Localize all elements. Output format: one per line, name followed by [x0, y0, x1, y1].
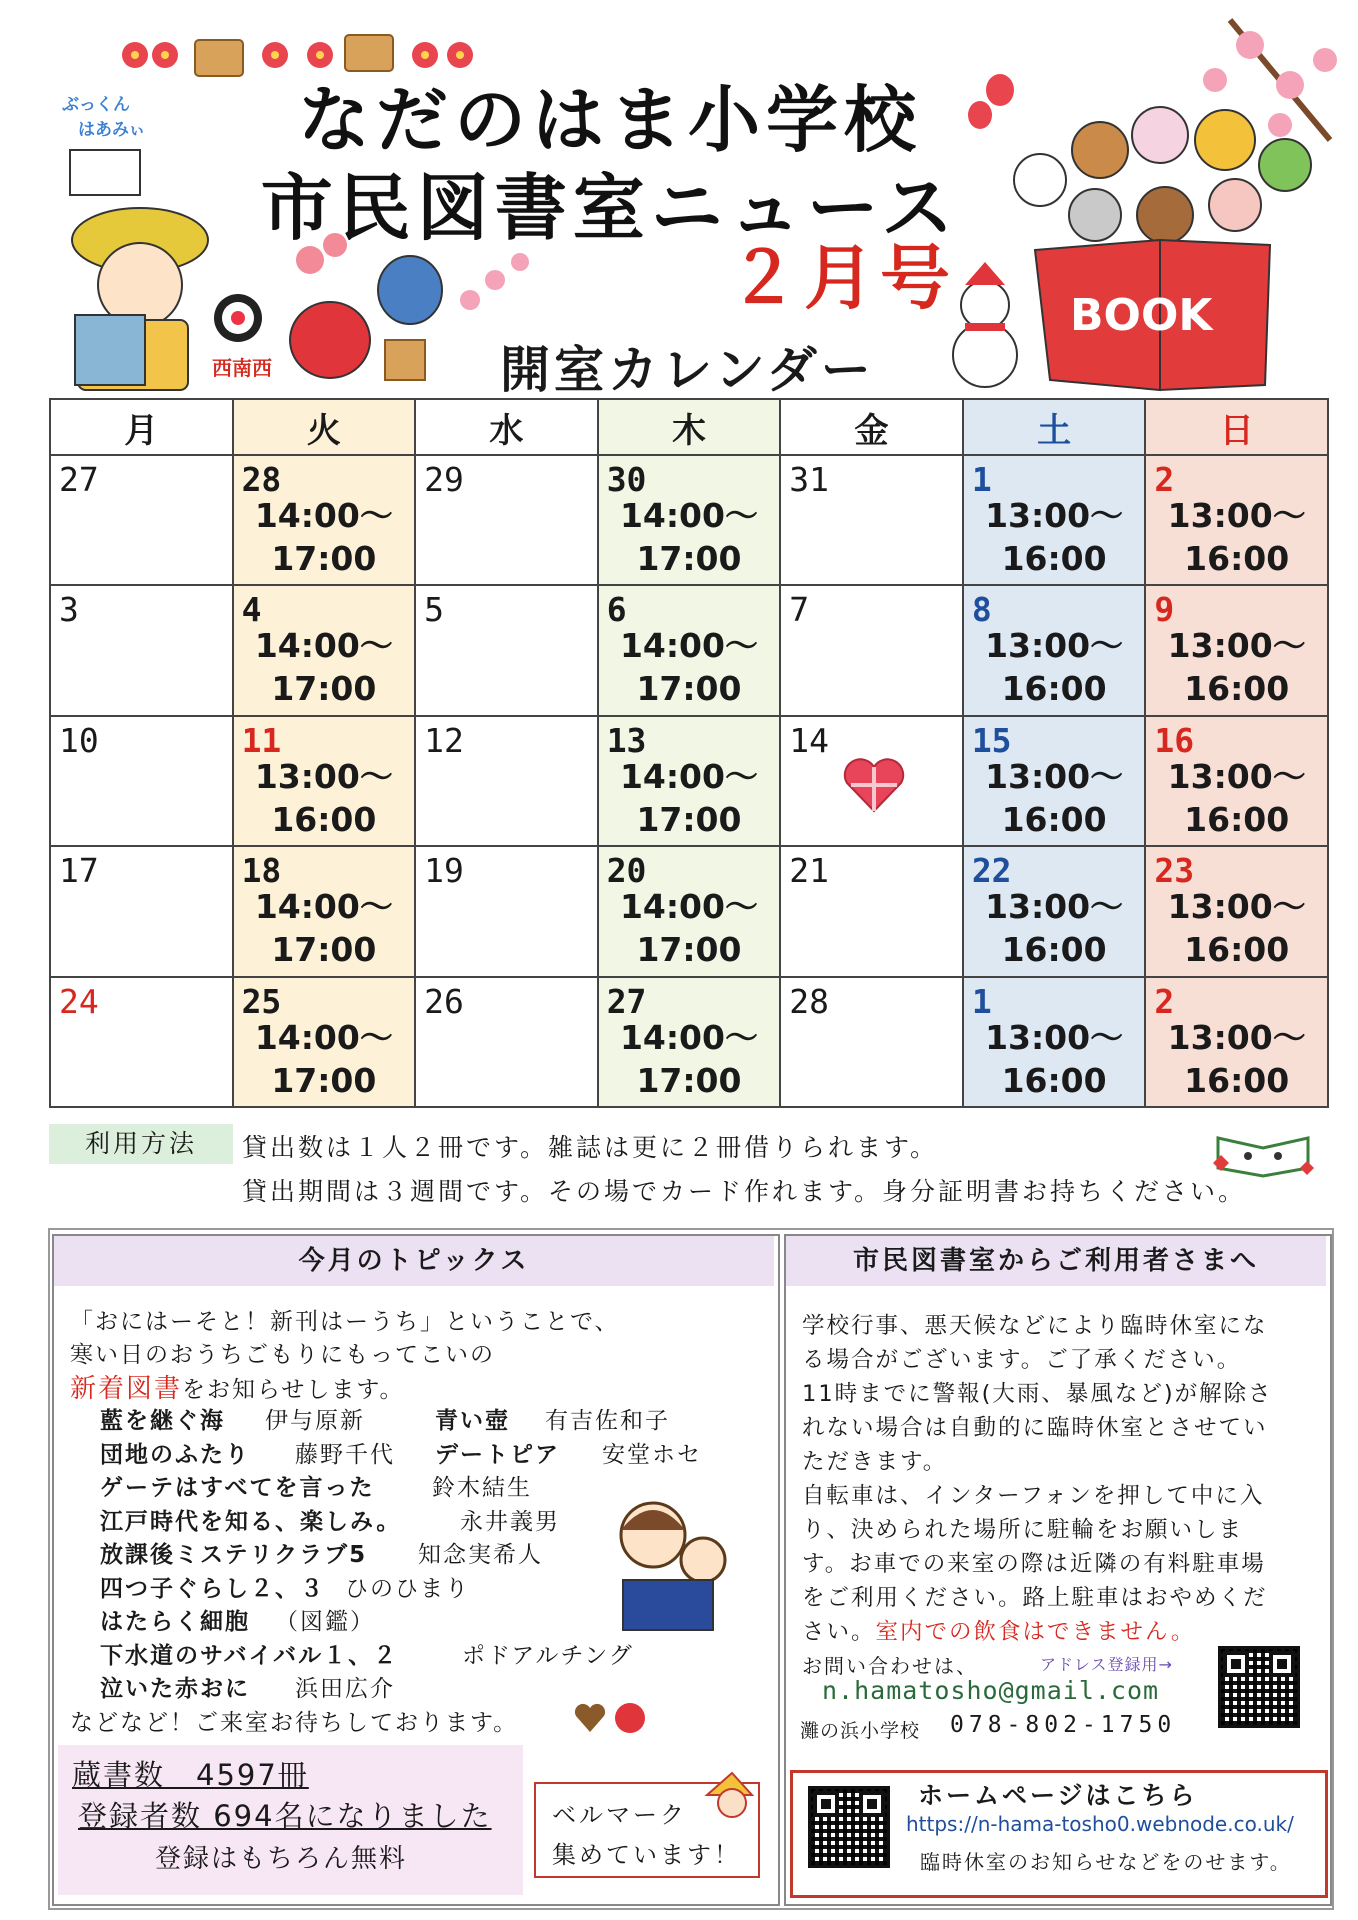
open-time: 14:00～: [619, 756, 758, 796]
notice-line: る場合がございます。ご了承ください。: [802, 1347, 1242, 1373]
day-number: 3: [59, 590, 79, 630]
day-number: 25: [241, 981, 282, 1021]
homepage-url[interactable]: https://n-hama-tosho0.webnode.co.uk/: [906, 1812, 1294, 1836]
calendar-day-cell-wed: [415, 716, 598, 846]
bellmark-mascot-icon: [702, 1770, 762, 1820]
topics-heading: 今月のトピックス: [54, 1236, 774, 1286]
notice-line: をご利用ください。路上駐車はおやめくだ: [802, 1585, 1268, 1611]
notice-line: り、決められた場所に駐輪をお願いしま: [802, 1517, 1244, 1543]
open-time: 14:00～: [254, 496, 393, 535]
opening-hours: [599, 494, 780, 580]
opening-hours: [234, 885, 415, 971]
topics-intro-1: 「おにはーそと！新刊はーうち」ということで、: [70, 1309, 620, 1335]
close-time: 16:00: [1001, 539, 1107, 578]
calendar-title: 開室カレンダー: [500, 341, 875, 399]
calendar-week-row: [50, 716, 1328, 846]
day-number: 15: [971, 720, 1012, 760]
opening-hours: [234, 755, 415, 841]
day-number: 6: [606, 590, 627, 630]
calendar-day-cell-sat: [963, 977, 1146, 1107]
opening-hours: [964, 1016, 1145, 1102]
day-number: 22: [971, 851, 1012, 891]
notice-heading: 市民図書室からご利用者さまへ: [786, 1236, 1326, 1286]
book-author: 浜田広介: [295, 1676, 395, 1702]
book-title: 団地のふたり: [100, 1442, 250, 1468]
book-title: 江戸時代を知る、楽しみ。: [100, 1509, 402, 1535]
email-qr-code[interactable]: [1218, 1646, 1300, 1728]
header-sun: 日: [1145, 399, 1328, 455]
close-time: 17:00: [271, 539, 377, 578]
snowman-illustration: [953, 262, 1017, 387]
day-number: 26: [424, 981, 464, 1021]
calendar-day-cell-sat: [963, 716, 1146, 846]
book-title: 四つ子ぐらし２、３: [100, 1576, 325, 1602]
calendar-day-cell-fri: [780, 716, 963, 846]
usage-line-2: 貸出期間は３週間です。その場でカード作れます。身分証明書お持ちください。: [242, 1177, 1247, 1206]
calendar-day-cell-tue: [233, 846, 416, 976]
notice-line: 自転車は、インターフォンを押して中に入: [802, 1483, 1265, 1509]
mother-child-reading-illustration: [608, 1490, 738, 1640]
new-books-highlight: 新着図書: [70, 1374, 183, 1404]
day-number: 18: [241, 851, 282, 891]
bellmark-line-1: ベルマーク: [552, 1801, 687, 1829]
calendar-day-cell-wed: [415, 455, 598, 585]
calendar-day-cell-wed: [415, 977, 598, 1107]
topics-intro-2: 寒い日のおうちごもりにもってこいの: [70, 1342, 495, 1368]
book-title: 藍を継ぐ海: [100, 1408, 225, 1434]
header-fri: 金: [780, 399, 963, 455]
close-time: 16:00: [1001, 930, 1107, 970]
ehomaki-icon: [214, 294, 262, 342]
book-title: ゲーテはすべてを言った: [100, 1475, 375, 1501]
title-line-2: 市民図書室ニュース: [260, 166, 960, 250]
opening-hours: [964, 755, 1145, 841]
opening-hours: [234, 1016, 415, 1102]
opening-hours: [964, 494, 1145, 580]
day-number: 12: [424, 720, 464, 760]
open-time: 14:00～: [619, 887, 758, 927]
book-title: デートピア: [435, 1442, 560, 1468]
calendar-day-cell-fri: [780, 585, 963, 715]
calendar-day-cell-tue: [233, 716, 416, 846]
calendar-day-cell-thu: [598, 977, 781, 1107]
calendar-day-cell-sun: [1145, 716, 1328, 846]
book-author: 有吉佐和子: [545, 1408, 670, 1434]
open-time: 13:00～: [1167, 887, 1306, 927]
day-number: 2: [1154, 981, 1175, 1021]
valentine-heart-icon: [841, 755, 907, 815]
topics-closing: などなど！ご来室お待ちしております。: [70, 1710, 519, 1736]
close-time: 17:00: [636, 799, 742, 839]
book-author: 安堂ホセ: [602, 1442, 702, 1468]
calendar-day-cell-thu: [598, 455, 781, 585]
calendar-day-cell-sun: [1145, 585, 1328, 715]
day-number: 10: [59, 720, 99, 760]
book-author: 知念実希人: [418, 1542, 543, 1568]
header-thu: 木: [598, 399, 781, 455]
opening-hours: [1146, 494, 1327, 580]
opening-calendar: [49, 398, 1329, 1108]
notice-line: 11時までに警報(大雨、暴風など)が解除さ: [802, 1381, 1273, 1407]
open-time: 13:00～: [985, 887, 1124, 927]
no-eating-notice: 室内での飲食はできません。: [875, 1619, 1196, 1645]
opening-hours: [1146, 755, 1327, 841]
homepage-note: 臨時休室のお知らせなどをのせます。: [920, 1850, 1292, 1874]
open-time: 13:00～: [1167, 496, 1306, 535]
notice-line: す。お車での来室の際は近隣の有料駐車場: [802, 1551, 1266, 1577]
calendar-day-cell-sat: [963, 455, 1146, 585]
day-number: 21: [789, 851, 829, 891]
calendar-day-cell-thu: [598, 716, 781, 846]
close-time: 16:00: [1184, 669, 1290, 709]
book-author: 藤野千代: [295, 1442, 395, 1468]
calendar-day-cell-fri: [780, 846, 963, 976]
issue-label: ２月号: [728, 237, 956, 319]
close-time: 16:00: [271, 799, 377, 839]
email-link[interactable]: n.hamatosho@gmail.com: [822, 1676, 1160, 1705]
day-number: 8: [971, 590, 992, 630]
heart-oni-icons: [572, 1700, 652, 1736]
calendar-day-cell-fri: [780, 977, 963, 1107]
calendar-day-cell-thu: [598, 846, 781, 976]
notice-line: れない場合は自動的に臨時休室とさせてい: [802, 1415, 1268, 1441]
calendar-day-cell-mon: [50, 846, 233, 976]
calendar-header-row: [50, 399, 1328, 455]
calendar-day-cell-wed: [415, 846, 598, 976]
day-number: 13: [606, 720, 647, 760]
phone-number: 078-802-1750: [950, 1712, 1177, 1738]
calendar-day-cell-sat: [963, 585, 1146, 715]
calendar-day-cell-sat: [963, 846, 1146, 976]
day-number: 9: [1154, 590, 1175, 630]
day-number: 11: [241, 720, 282, 760]
opening-hours: [599, 755, 780, 841]
close-time: 16:00: [1184, 539, 1290, 578]
calendar-week-row: [50, 585, 1328, 715]
books-count: 蔵書数 4597冊: [72, 1758, 309, 1792]
open-time: 13:00～: [985, 1017, 1124, 1057]
day-number: 2: [1154, 460, 1175, 499]
day-number: 23: [1154, 851, 1195, 891]
close-time: 17:00: [271, 930, 377, 970]
calendar-week-row: [50, 455, 1328, 585]
homepage-heading: ホームページはこちら: [918, 1781, 1198, 1810]
open-time: 14:00～: [619, 1017, 758, 1057]
close-time: 16:00: [1184, 1060, 1290, 1100]
opening-hours: [599, 1016, 780, 1102]
day-number: 28: [241, 460, 282, 499]
book-title: 青い壺: [435, 1408, 510, 1434]
book-author: ポドアルチング: [462, 1643, 634, 1669]
open-time: 14:00～: [254, 626, 393, 666]
calendar-day-cell-fri: [780, 455, 963, 585]
title-line-1: なだのはま小学校: [297, 78, 922, 162]
day-number: 1: [971, 981, 992, 1021]
oni-illustration: [290, 233, 442, 380]
free-note: 登録はもちろん無料: [155, 1844, 408, 1874]
header-tue: 火: [233, 399, 416, 455]
day-number: 16: [1154, 720, 1195, 760]
header-sat: 土: [963, 399, 1146, 455]
notice-line-last: [802, 1614, 1195, 1646]
close-time: 17:00: [271, 669, 377, 709]
notice-last-start: さい。: [802, 1619, 876, 1645]
day-number: 4: [241, 590, 262, 630]
day-number: 29: [424, 460, 464, 499]
day-number: 5: [424, 590, 444, 630]
book-title: はたらく細胞: [100, 1609, 250, 1635]
header-wed: 水: [415, 399, 598, 455]
usage-label: 利用方法: [49, 1124, 233, 1164]
day-number: 7: [789, 590, 810, 630]
mascot-name-1: ぶっくん: [62, 95, 130, 115]
open-time: 13:00～: [1167, 756, 1306, 796]
day-number: 17: [59, 851, 99, 891]
book-hearts-icon: [1208, 1118, 1318, 1178]
header-mon: 月: [50, 399, 233, 455]
calendar-day-cell-thu: [598, 585, 781, 715]
day-number: 28: [789, 981, 829, 1021]
book-author: 永井義男: [460, 1509, 560, 1535]
book-author: ひのひまり: [345, 1576, 470, 1602]
calendar-day-cell-mon: [50, 585, 233, 715]
close-time: 17:00: [636, 539, 742, 578]
day-number: 19: [424, 851, 464, 891]
open-time: 13:00～: [1167, 626, 1306, 666]
open-time: 13:00～: [1167, 1017, 1306, 1057]
ehou-direction-label: 西南西: [212, 356, 272, 380]
close-time: 16:00: [1184, 799, 1290, 839]
calendar-day-cell-sun: [1145, 846, 1328, 976]
notice-line: ただきます。: [802, 1449, 948, 1475]
notice-line: 学校行事、悪天候などにより臨時休室にな: [802, 1313, 1268, 1339]
close-time: 17:00: [271, 1060, 377, 1100]
topics-intro-3-rest: をお知らせします。: [182, 1377, 405, 1403]
day-number: 30: [606, 460, 647, 499]
close-time: 16:00: [1001, 799, 1107, 839]
opening-hours: [964, 624, 1145, 710]
open-time: 13:00～: [254, 756, 393, 796]
open-time: 13:00～: [985, 626, 1124, 666]
open-time: 14:00～: [254, 1017, 393, 1057]
opening-hours: [234, 624, 415, 710]
opening-hours: [599, 624, 780, 710]
calendar-week-row: [50, 977, 1328, 1107]
book-title: 放課後ミステリクラブ5: [100, 1542, 368, 1568]
users-count: 登録者数 694名になりました: [78, 1799, 492, 1833]
school-label: 灘の浜小学校: [800, 1720, 921, 1742]
opening-hours: [1146, 624, 1327, 710]
calendar-day-cell-tue: [233, 455, 416, 585]
girl-reading-illustration: [70, 150, 208, 390]
mascot-name-2: はあみぃ: [78, 120, 146, 140]
calendar-day-cell-mon: [50, 455, 233, 585]
close-time: 16:00: [1001, 669, 1107, 709]
close-time: 17:00: [636, 1060, 742, 1100]
address-register-label: アドレス登録用→: [1040, 1655, 1173, 1674]
calendar-day-cell-sun: [1145, 977, 1328, 1107]
open-time: 14:00～: [619, 626, 758, 666]
calendar-body: [50, 455, 1328, 1107]
book-text: BOOK: [1070, 290, 1213, 341]
calendar-day-cell-mon: [50, 716, 233, 846]
book-author: 鈴木結生: [432, 1475, 532, 1501]
close-time: 16:00: [1001, 1060, 1107, 1100]
calendar-week-row: [50, 846, 1328, 976]
day-number: 1: [971, 460, 992, 499]
usage-line-1: 貸出数は１人２冊です。雑誌は更に２冊借りられます。: [242, 1133, 939, 1162]
open-time: 13:00～: [985, 496, 1124, 535]
open-time: 14:00～: [254, 887, 393, 927]
day-number: 31: [789, 460, 829, 499]
book-title: 下水道のサバイバル１、２: [100, 1643, 399, 1669]
day-number: 24: [59, 981, 99, 1021]
close-time: 17:00: [636, 669, 742, 709]
contact-label: お問い合わせは、: [802, 1654, 978, 1678]
calendar-day-cell-wed: [415, 585, 598, 715]
open-time: 14:00～: [619, 496, 758, 535]
opening-hours: [1146, 1016, 1327, 1102]
book-title: 泣いた赤おに: [100, 1676, 250, 1702]
day-number: 27: [59, 460, 99, 499]
close-time: 17:00: [636, 930, 742, 970]
calendar-day-cell-mon: [50, 977, 233, 1107]
opening-hours: [964, 885, 1145, 971]
calendar-day-cell-tue: [233, 585, 416, 715]
day-number: 14: [789, 720, 829, 760]
opening-hours: [1146, 885, 1327, 971]
day-number: 27: [606, 981, 647, 1021]
calendar-day-cell-tue: [233, 977, 416, 1107]
bellmark-line-2: 集めています！: [552, 1841, 741, 1869]
book-author: （図鑑）: [275, 1609, 375, 1635]
calendar-day-cell-sun: [1145, 455, 1328, 585]
day-number: 20: [606, 851, 647, 891]
opening-hours: [599, 885, 780, 971]
open-time: 13:00～: [985, 756, 1124, 796]
book-author: 伊与原新: [265, 1408, 365, 1434]
close-time: 16:00: [1184, 930, 1290, 970]
topics-intro-3: [70, 1368, 405, 1405]
opening-hours: [234, 494, 415, 580]
homepage-qr-code[interactable]: [808, 1786, 890, 1868]
animals-book-illustration: [1014, 107, 1311, 390]
